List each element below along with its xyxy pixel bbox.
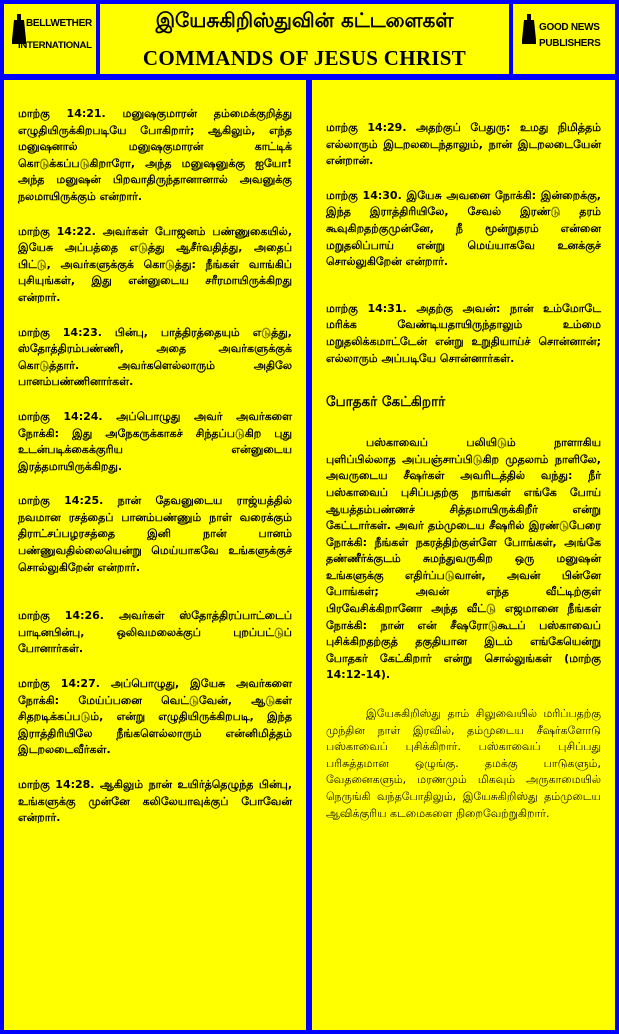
- verse-14-28: மாற்கு 14:28. ஆகிலும் நான் உயிர்த்தெழுந்த பின்பு, உங்களுக்கு முன்னே கலிலேயாவுக்குப் போவேன் என்றார்.: [18, 778, 292, 825]
- verse-14-25: மாற்கு 14:25. நான் தேவனுடைய ராஜ்யத்தில் நவமான ரசத்தைப் பானம்பண்ணும் நாள் வரைக்கும் திராட்சப்பழரசத்தை இனி நான் பானம் பண்ணுவதில்லையென்று மெய்யாகவே உங்களுக்குச் சொல்லுகிறேன் என்றார்.: [18, 494, 292, 574]
- left-logo-line1: BELLWETHER: [26, 18, 92, 29]
- summary-paragraph: இயேசுகிறிஸ்து தாம் சிலுவையில் மரிப்பதற்கு முந்தின நாள் இரவில், தம்முடைய சீஷர்களோடு பஸ்காவைப் புசிக்கிறார். பஸ்காவைப் புசிப்பது பரிசுத்தமான ஒழுங்கு. தமக்கு பாடுகளும், வேதனைகளும், மரணமும் மிகவும் அருகாமையில் நெருங்கி வந்தபோதிலும், இயேசுகிறிஸ்து தம்முடைய ஆவிக்குரிய கடமைகளை நிறைவேற்றுகிறார்.: [326, 707, 601, 820]
- verse-14-29: மாற்கு 14:29. அதற்குப் பேதுரு: உமது நிமித்தம் எல்லாரும் இடறலடைந்தாலும், நான் இடறலடையேன் என்றான்.: [326, 121, 601, 168]
- left-logo-line2: INTERNATIONAL: [18, 40, 92, 51]
- verse-14-27: மாற்கு 14:27. அப்பொழுது, இயேசு அவர்களை நோக்கி: மேய்ப்பனை வெட்டுவேன், ஆடுகள் சிதறடிக்கப்படும், என்று எழுதியிருக்கிறபடி, இந்த இராத்திரியிலே நீங்களெல்லாரும் என்னிமித்தம் இடறலடைவீர்கள்.: [18, 677, 292, 757]
- right-column: [312, 80, 615, 1030]
- verse-14-22: மாற்கு 14:22. அவர்கள் போஜனம் பண்ணுகையில், இயேசு அப்பத்தை எடுத்து ஆசீர்வதித்து, அதைப் பிட்டு, அவர்களுக்குக் கொடுத்து: நீங்கள் வாங்கிப் புசியுங்கள், இது என்னுடைய சரீரமாயிருக்கிறது என்றார்.: [18, 224, 292, 304]
- narrative-paragraph: பஸ்காவைப் பலியிடும் நாளாகிய புளிப்பில்லாத அப்பஞ்சாப்பிடுகிற முதலாம் நாளிலே, அவருடைய சீஷர்கள் அவரிடத்தில் வந்து: நீர் பஸ்காவைப் புசிப்பதற்கு நாங்கள் எங்கே போய் ஆயத்தம்பண்ணச் சித்தமாயிருக்கிறீர் என்று கேட்டார்கள். அவர் தம்முடைய சீஷரில் இரண்டுபேரை நோக்கி: நீங்கள் நகரத்திற்குள்ளே போங்கள், அங்கே தண்ணீர்க்குடம் சுமந்துவருகிற ஒரு மனுஷன் உங்களுக்கு எதிர்ப்படுவான், அவன் பின்னே போங்கள்; அவன் எந்த வீட்டிற்குள் பிரவேசிக்கிறானோ அந்த வீட்டு எஜமானை நீங்கள் நோக்கி: நான் என் சீஷரோடுகூடப் பஸ்காவைப் புசிக்கிறதற்குத் தகுதியான இடம் எங்கேயென்று போதகர் கேட்கிறார் என்று சொல்லுங்கள் (மாற்கு 14:12-14).: [326, 436, 601, 682]
- title-box: [100, 4, 509, 74]
- title-tamil: இயேசுகிறிஸ்துவின் கட்டளைகள்: [155, 8, 454, 32]
- title-english: COMMANDS OF JESUS CHRIST: [142, 46, 467, 70]
- right-logo-line1: GOOD NEWS: [539, 22, 600, 33]
- verse-14-21: மாற்கு 14:21. மனுஷகுமாரன் தம்மைக்குறித்து எழுதியிருக்கிறபடியே போகிறார்; ஆகிலும், எந்த மனுஷனால் மனுஷகுமாரன் காட்டிக் கொடுக்கப்படுகிறாரோ, அந்த மனுஷனுக்கு ஐயோ! அந்த மனுஷன் பிறவாதிருந்தானானால் அவனுக்கு நலமாயிருக்கும் என்றார்.: [18, 107, 292, 203]
- verse-14-23: மாற்கு 14:23. பின்பு, பாத்திரத்தையும் எடுத்து, ஸ்தோத்திரம்பண்ணி, அதை அவர்களுக்குக் கொடுத்தார். அவர்களெல்லாரும் அதிலே பானம்பண்ணினார்கள்.: [18, 325, 292, 389]
- good-news-book-icon: [522, 14, 536, 44]
- verse-14-24: மாற்கு 14:24. அப்பொழுது அவர் அவர்களை நோக்கி: இது அநேகருக்காகச் சிந்தப்படுகிற புது உடன்படிக்கைக்குரிய என்னுடைய இரத்தமாயிருக்கிறது.: [18, 409, 292, 473]
- verse-14-31: மாற்கு 14:31. அதற்கு அவன்: நான் உம்மோடே மரிக்க வேண்டியதாயிருந்தாலும் உம்மை மறுதலிக்கமாட்டேன் என்று உறுதியாய்ச் சொன்னான்; எல்லாரும் அப்படியே சொன்னார்கள்.: [326, 301, 601, 365]
- verse-14-30: மாற்கு 14:30. இயேசு அவனை நோக்கி: இன்றைக்கு, இந்த இராத்திரியிலே, சேவல் இரண்டு தரம் கூவுகிறதற்குமுன்னே, நீ மூன்றுதரம் என்னை மறுதலிப்பாய் என்று மெய்யாகவே உனக்குச் சொல்லுகிறேன் என்றார்.: [326, 188, 601, 269]
- right-logo-box: [513, 4, 615, 74]
- section-heading: போதகர் கேட்கிறார்: [326, 394, 446, 411]
- verse-14-26: மாற்கு 14:26. அவர்கள் ஸ்தோத்திரப்பாட்டைப் பாடினபின்பு, ஒலிவமலைக்குப் புறப்பட்டுப் போனார்கள்.: [18, 609, 292, 656]
- left-logo-box: [4, 4, 96, 74]
- left-column: [4, 80, 306, 1030]
- right-logo-line2: PUBLISHERS: [539, 38, 601, 49]
